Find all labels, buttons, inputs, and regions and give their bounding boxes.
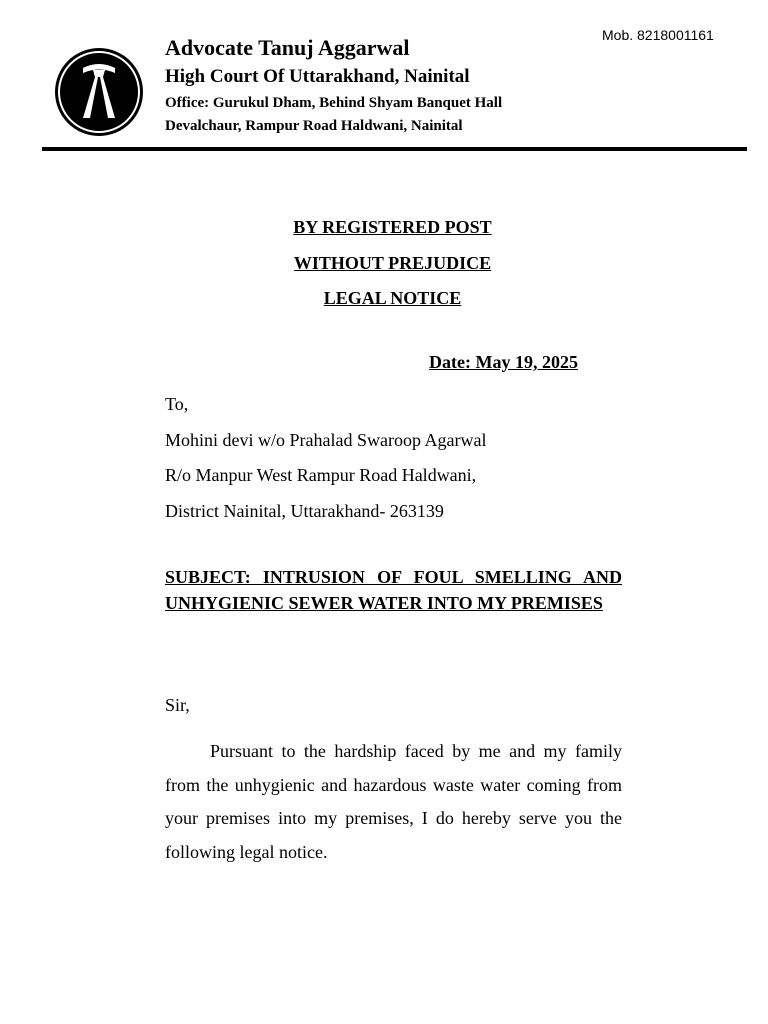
notice-headings — [0, 210, 768, 317]
office-address-line2: Devalchaur, Rampur Road Haldwani, Nainital — [165, 118, 463, 134]
addressee-block — [165, 387, 625, 529]
logo-svg — [53, 46, 145, 138]
heading-without-prejudice: WITHOUT PREJUDICE — [293, 252, 492, 273]
letterhead-divider — [42, 147, 747, 151]
body-paragraph: Pursuant to the hardship faced by me and my family from the unhygienic and hazardous waste water coming from your premises into my premises, I do hereby serve you the following legal notice. — [165, 741, 622, 862]
addressee-address-line2: District Nainital, Uttarakhand- 263139 — [165, 500, 444, 521]
letterhead — [165, 34, 605, 138]
advocate-bands-icon — [53, 46, 145, 138]
court-name: High Court Of Uttarakhand, Nainital — [165, 66, 470, 87]
advocate-name: Advocate Tanuj Aggarwal — [165, 35, 410, 60]
subject-line: SUBJECT: INTRUSION OF FOUL SMELLING AND UNHYGIENIC SEWER WATER INTO MY PREMISES — [165, 567, 622, 613]
heading-registered-post: BY REGISTERED POST — [293, 217, 492, 237]
addressee-address-line1: R/o Manpur West Rampur Road Haldwani, — [165, 465, 477, 485]
office-address-line1: Office: Gurukul Dham, Behind Shyam Banquet Hall — [165, 95, 503, 111]
mobile-number: Mob. 8218001161 — [602, 27, 714, 43]
salutation: Sir, — [165, 695, 190, 715]
addressee-to: To, — [165, 394, 189, 414]
addressee-name: Mohini devi w/o Prahalad Swaroop Agarwal — [165, 429, 487, 450]
heading-legal-notice: LEGAL NOTICE — [323, 288, 462, 308]
notice-date: Date: May 19, 2025 — [429, 352, 578, 372]
